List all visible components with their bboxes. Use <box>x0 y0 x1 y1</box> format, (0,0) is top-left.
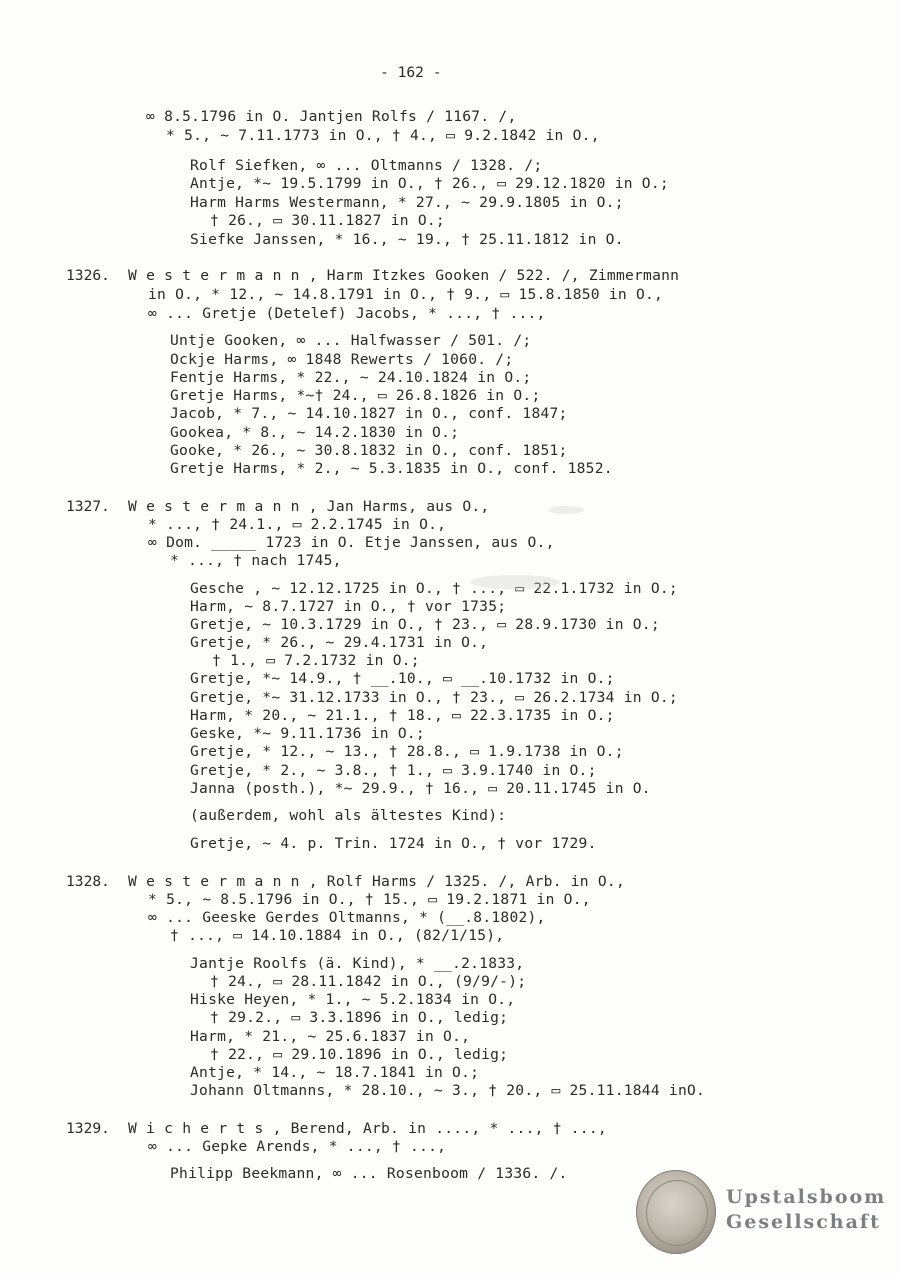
text-line: (außerdem, wohl als ältestes Kind): <box>190 807 507 824</box>
text-line: † ..., ▭ 14.10.1884 in O., (82/1/15), <box>170 927 505 944</box>
text-line: Antje, * 14., ~ 18.7.1841 in O.; <box>190 1064 480 1081</box>
entry-heading: W e s t e r m a n n , Jan Harms, aus O., <box>128 498 490 515</box>
text-line: Harm, ~ 8.7.1727 in O., † vor 1735; <box>190 598 507 615</box>
text-line: Jantje Roolfs (ä. Kind), * __.2.1833, <box>190 955 525 972</box>
text-line: Harm Harms Westermann, * 27., ~ 29.9.1805 in O.; <box>190 194 624 211</box>
text-line: Harm, * 21., ~ 25.6.1837 in O., <box>190 1028 471 1045</box>
text-line: ∞ ... Geeske Gerdes Oltmanns, * (__.8.1802), <box>148 909 546 926</box>
text-line: † 22., ▭ 29.10.1896 in O., ledig; <box>210 1046 509 1063</box>
text-line: ∞ 8.5.1796 in O. Jantjen Rolfs / 1167. /, <box>146 108 517 125</box>
text-line: † 1., ▭ 7.2.1732 in O.; <box>212 652 420 669</box>
text-line: Janna (posth.), *~ 29.9., † 16., ▭ 20.11.1745 in O. <box>190 780 651 797</box>
text-line: ∞ ... Gepke Arends, * ..., † ..., <box>148 1138 447 1155</box>
text-line: Jacob, * 7., ~ 14.10.1827 in O., conf. 1847; <box>170 405 568 422</box>
text-line: Gretje, * 26., ~ 29.4.1731 in O., <box>190 634 489 651</box>
text-line: * 5., ~ 7.11.1773 in O., † 4., ▭ 9.2.1842 in O., <box>166 127 600 144</box>
text-line: * 5., ~ 8.5.1796 in O., † 15., ▭ 19.2.1871 in O., <box>148 891 591 908</box>
text-line: Johann Oltmanns, * 28.10., ~ 3., † 20., ▭ 25.11.1844 inO. <box>190 1082 706 1099</box>
text-line: * ..., † nach 1745, <box>170 552 342 569</box>
text-line: in O., * 12., ~ 14.8.1791 in O., † 9., ▭ 15.8.1850 in O., <box>148 286 664 303</box>
scan-smudge <box>548 506 584 514</box>
page-number: - 162 - <box>380 64 442 81</box>
seal-ring <box>646 1180 708 1246</box>
text-line: Fentje Harms, * 22., ~ 24.10.1824 in O.; <box>170 369 532 386</box>
text-line: Antje, *~ 19.5.1799 in O., † 26., ▭ 29.12.1820 in O.; <box>190 175 669 192</box>
logo-text-line2: Gesellschaft <box>726 1211 881 1233</box>
text-line: † 24., ▭ 28.11.1842 in O., (9/9/-); <box>210 973 527 990</box>
text-line: † 29.2., ▭ 3.3.1896 in O., ledig; <box>210 1009 509 1026</box>
text-line: Ockje Harms, ∞ 1848 Rewerts / 1060. /; <box>170 351 514 368</box>
text-line: Philipp Beekmann, ∞ ... Rosenboom / 1336. /. <box>170 1165 568 1182</box>
text-line: Gretje Harms, *~† 24., ▭ 26.8.1826 in O.; <box>170 387 541 404</box>
text-line: Gretje, * 12., ~ 13., † 28.8., ▭ 1.9.1738 in O.; <box>190 743 624 760</box>
text-line: Hiske Heyen, * 1., ~ 5.2.1834 in O., <box>190 991 516 1008</box>
text-line: Gretje, ~ 10.3.1729 in O., † 23., ▭ 28.9.1730 in O.; <box>190 616 660 633</box>
text-line: Untje Gooken, ∞ ... Halfwasser / 501. /; <box>170 332 532 349</box>
entry-number: 1329. <box>66 1120 110 1137</box>
text-line: Rolf Siefken, ∞ ... Oltmanns / 1328. /; <box>190 157 543 174</box>
text-line: Gretje Harms, * 2., ~ 5.3.1835 in O., conf. 1852. <box>170 460 613 477</box>
text-line: Siefke Janssen, * 16., ~ 19., † 25.11.1812 in O. <box>190 231 624 248</box>
entry-number: 1326. <box>66 267 110 284</box>
entry-heading: W e s t e r m a n n , Rolf Harms / 1325. /, Arb. in O., <box>128 873 625 890</box>
entry-number: 1328. <box>66 873 110 890</box>
text-line: Gesche , ~ 12.12.1725 in O., † ..., ▭ 22.1.1732 in O.; <box>190 580 678 597</box>
text-line: Gretje, * 2., ~ 3.8., † 1., ▭ 3.9.1740 in O.; <box>190 762 597 779</box>
seal-icon <box>636 1170 716 1254</box>
text-line: † 26., ▭ 30.11.1827 in O.; <box>210 212 445 229</box>
text-line: Gookea, * 8., ~ 14.2.1830 in O.; <box>170 424 460 441</box>
text-line: ∞ Dom. _____ 1723 in O. Etje Janssen, aus O., <box>148 534 555 551</box>
text-line: Gretje, ~ 4. p. Trin. 1724 in O., † vor 1729. <box>190 835 597 852</box>
text-line: Gooke, * 26., ~ 30.8.1832 in O., conf. 1851; <box>170 442 568 459</box>
entry-heading: W e s t e r m a n n , Harm Itzkes Gooken / 522. /, Zimmermann <box>128 267 680 284</box>
text-line: Geske, *~ 9.11.1736 in O.; <box>190 725 425 742</box>
text-line: Harm, * 20., ~ 21.1., † 18., ▭ 22.3.1735 in O.; <box>190 707 615 724</box>
entry-number: 1327. <box>66 498 110 515</box>
text-line: ∞ ... Gretje (Detelef) Jacobs, * ..., † ..., <box>148 305 546 322</box>
text-line: * ..., † 24.1., ▭ 2.2.1745 in O., <box>148 516 447 533</box>
entry-heading: W i c h e r t s , Berend, Arb. in ...., * ..., † ..., <box>128 1120 607 1137</box>
text-line: Gretje, *~ 14.9., † __.10., ▭ __.10.1732 in O.; <box>190 670 615 687</box>
scan-smudge <box>470 575 560 589</box>
logo-text-line1: Upstalsboom <box>726 1186 887 1208</box>
text-line: Gretje, *~ 31.12.1733 in O., † 23., ▭ 26.2.1734 in O.; <box>190 689 678 706</box>
